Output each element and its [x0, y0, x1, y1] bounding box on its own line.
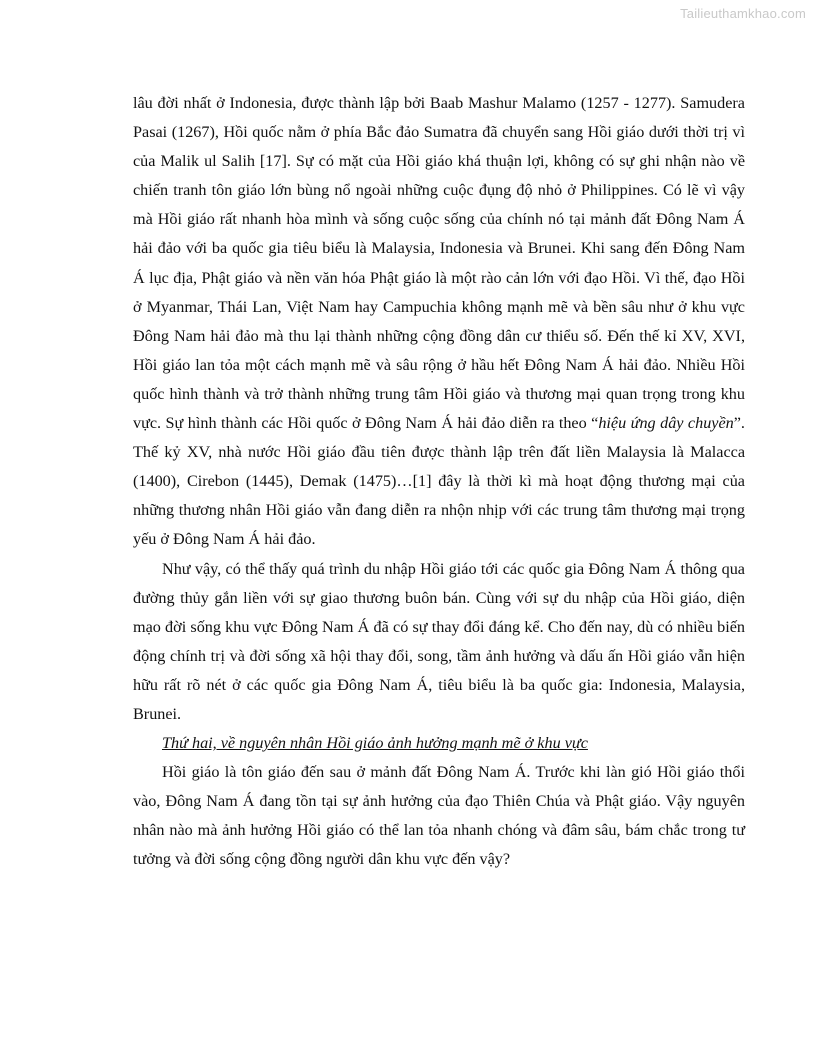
- paragraph-continuation: [133, 89, 745, 555]
- paragraph-text: ”. Thế kỷ XV, nhà nước Hồi giáo đầu tiên được thành lập trên đất liền Malaysia là Malacca (1400), Cirebon (1445), Demak (1475)…[1] đây là thời kì mà hoạt động thương mại của những thương nhân Hồi giáo vẫn đang diễn ra nhộn nhịp với các trung tâm thương mại trọng yếu ở Đông Nam Á hải đảo.: [133, 414, 745, 549]
- section-heading-wrapper: [133, 729, 745, 758]
- italic-quote: hiệu ứng dây chuyền: [598, 414, 734, 433]
- section-heading: Thứ hai, về nguyên nhân Hồi giáo ảnh hưởng mạnh mẽ ở khu vực: [162, 734, 588, 753]
- paragraph-summary: Như vậy, có thể thấy quá trình du nhập Hồi giáo tới các quốc gia Đông Nam Á thông qua đường thủy gắn liền với sự giao thương buôn bán. Cùng với sự du nhập của Hồi giáo, diện mạo đời sống khu vực Đông Nam Á đã có sự thay đổi đáng kể. Cho đến nay, dù có nhiều biến động chính trị và đời sống xã hội thay đổi, song, tầm ảnh hưởng và dấu ấn Hồi giáo vẫn hiện hữu rất rõ nét ở các quốc gia Đông Nam Á, tiêu biểu là ba quốc gia: Indonesia, Malaysia, Brunei.: [133, 559, 745, 723]
- document-body: [133, 89, 745, 875]
- watermark: Tailieuthamkhao.com: [680, 6, 806, 21]
- paragraph-text: lâu đời nhất ở Indonesia, được thành lập bởi Baab Mashur Malamo (1257 - 1277). Samudera Pasai (1267), Hồi quốc nằm ở phía Bắc đảo Sumatra đã chuyển sang Hồi giáo dưới thời trị vì của Malik ul Salih [17]. Sự có mặt của Hồi giáo khá thuận lợi, không có sự ghi nhận nào về chiến tranh tôn giáo lớn bùng nổ ngoài những cuộc đụng độ nhỏ ở Philippines. Có lẽ vì vậy mà Hồi giáo rất nhanh hòa mình và sống cuộc sống của chính nó tại mảnh đất Đông Nam Á hải đảo với ba quốc gia tiêu biểu là Malaysia, Indonesia và Brunei. Khi sang đến Đông Nam Á lục địa, Phật giáo và nền văn hóa Phật giáo là một rào cản lớn với đạo Hồi. Vì thế, đạo Hồi ở Myanmar, Thái Lan, Việt Nam hay Campuchia không mạnh mẽ và bền sâu như ở khu vực Đông Nam hải đảo mà thu lại thành những cộng đồng dân cư thiểu số. Đến thế kỉ XV, XVI, Hồi giáo lan tỏa một cách mạnh mẽ và sâu rộng ở hầu hết Đông Nam Á hải đảo. Nhiều Hồi quốc hình thành và trở thành những trung tâm Hồi giáo và thương mại quan trọng trong khu vực. Sự hình thành các Hồi quốc ở Đông Nam Á hải đảo diễn ra theo “: [133, 94, 745, 433]
- paragraph-reasons: Hồi giáo là tôn giáo đến sau ở mảnh đất Đông Nam Á. Trước khi làn gió Hồi giáo thổi vào, Đông Nam Á đang tồn tại sự ảnh hưởng của đạo Thiên Chúa và Phật giáo. Vậy nguyên nhân nào mà ảnh hưởng Hồi giáo có thể lan tỏa nhanh chóng và đâm sâu, bám chắc trong tư tưởng và đời sống cộng đồng người dân khu vực đến vậy?: [133, 763, 745, 869]
